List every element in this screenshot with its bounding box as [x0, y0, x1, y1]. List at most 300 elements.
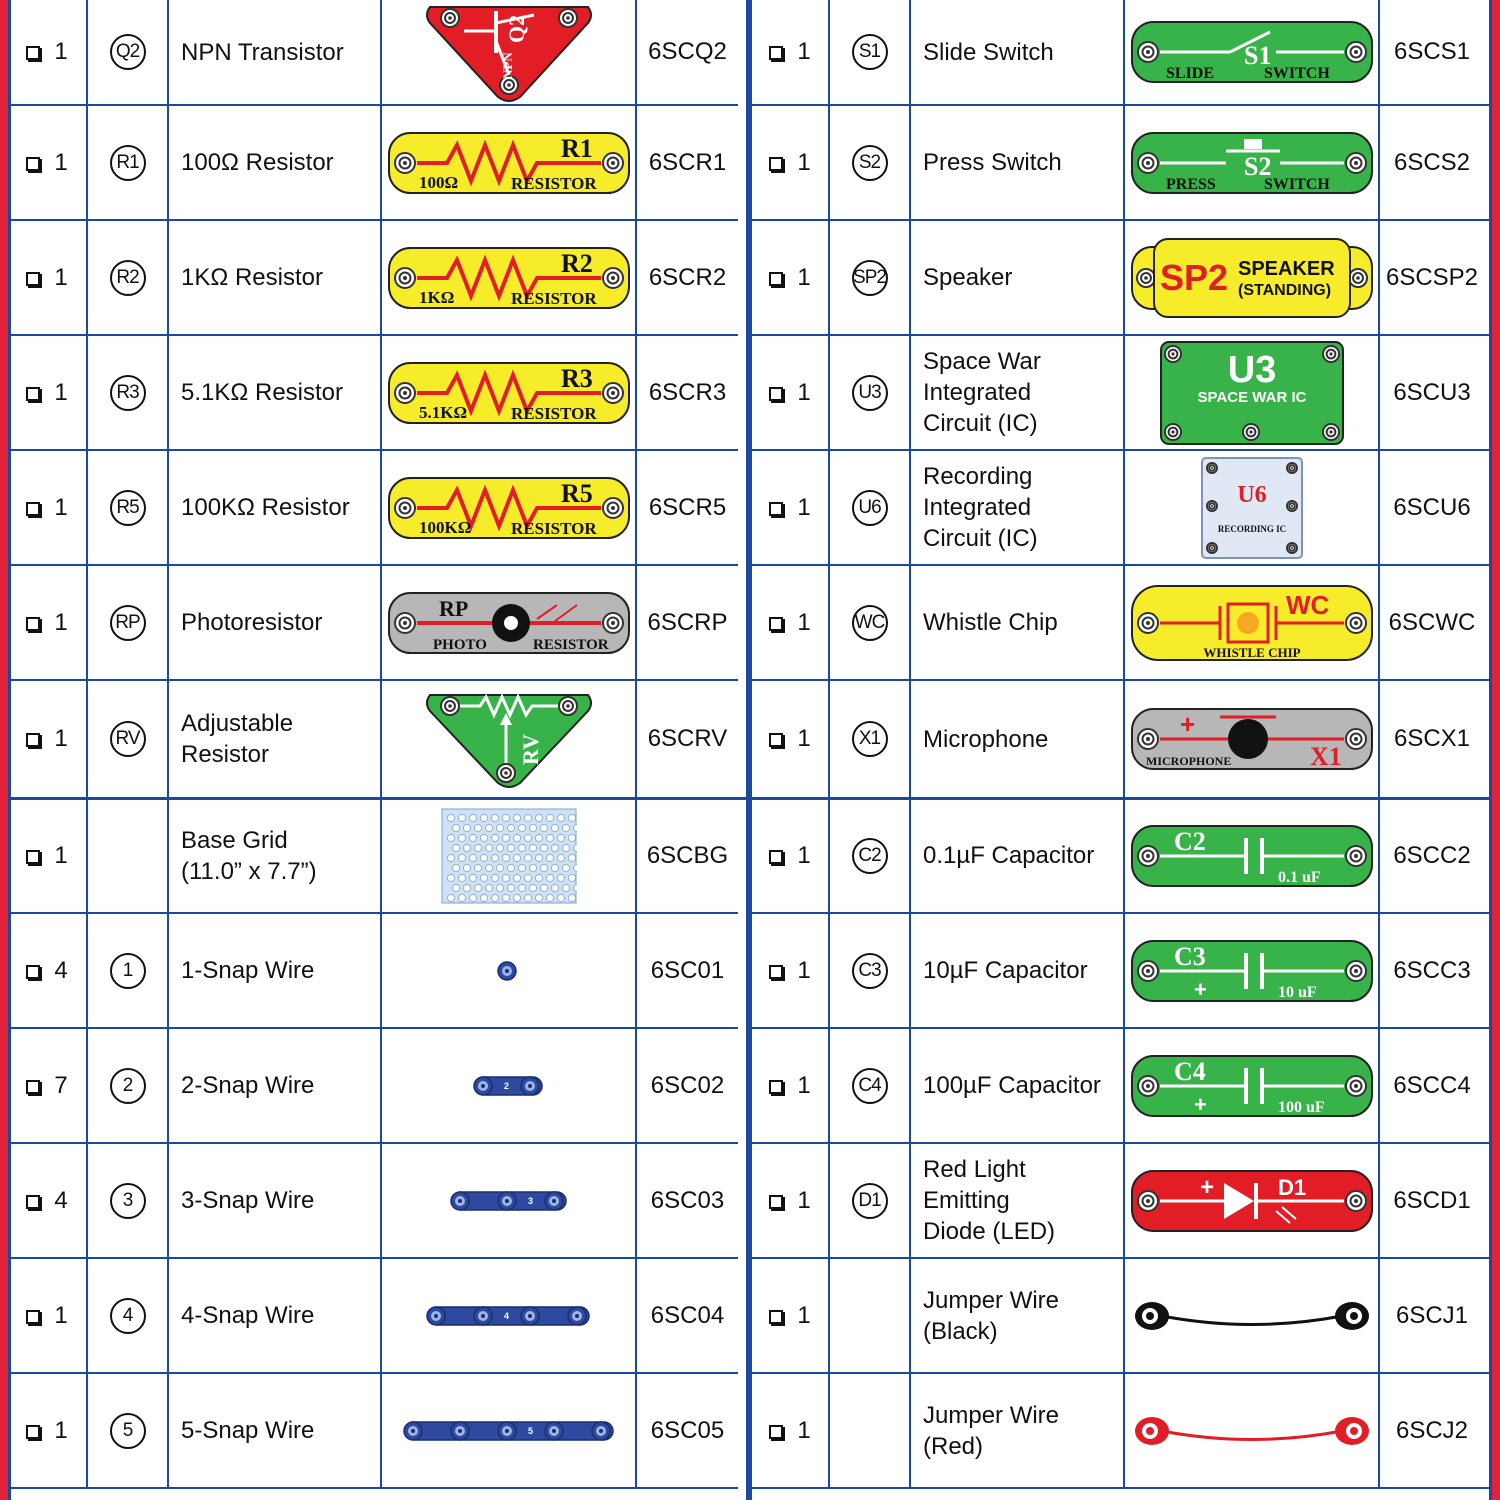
part-description-cell	[911, 1029, 1125, 1142]
snap-wire-icon	[496, 959, 522, 983]
parts-row	[8, 106, 738, 221]
resistor-sub: RESISTOR	[510, 403, 597, 423]
base-grid-icon	[441, 808, 577, 904]
part-code: 6SCR3	[648, 378, 727, 406]
checkbox-icon[interactable]	[26, 733, 40, 747]
jumper-wire-icon	[1132, 1406, 1372, 1456]
part-quantity: 1	[54, 841, 68, 869]
part-description: NPN Transistor	[181, 38, 344, 66]
part-code: 6SCSP2	[1385, 263, 1479, 291]
part-quantity: 1	[797, 493, 811, 521]
parts-row	[8, 451, 738, 566]
part-description: Jumper Wire	[923, 1401, 1060, 1429]
part-image-cell	[382, 336, 637, 449]
whistle-sub: WHISTLE CHIP	[1202, 644, 1301, 660]
switch-sub1: PRESS	[1165, 175, 1216, 193]
part-code-cell	[1380, 336, 1484, 449]
checkbox-icon[interactable]	[26, 46, 40, 60]
part-symbol-badge: X1	[852, 721, 888, 757]
ic-sub: SPACE WAR IC	[1197, 388, 1306, 406]
parts-column-left	[8, 0, 738, 1500]
part-image-cell	[1125, 1029, 1380, 1142]
part-description-cell	[911, 451, 1125, 564]
switch-sub2: SWITCH	[1263, 65, 1330, 82]
part-quantity-cell	[8, 106, 88, 219]
part-symbol-cell	[830, 799, 911, 912]
part-description-cell	[169, 0, 382, 104]
part-image-cell	[382, 799, 637, 912]
parts-row	[8, 0, 738, 106]
part-image-cell	[1125, 566, 1380, 679]
part-description: (Black)	[923, 1317, 998, 1345]
part-symbol-badge: 4	[110, 1298, 146, 1334]
part-code-cell	[637, 566, 738, 679]
part-symbol-badge: C3	[852, 953, 888, 989]
part-symbol-badge: C2	[852, 838, 888, 874]
part-symbol-badge: R1	[110, 145, 146, 181]
part-description-cell	[169, 1259, 382, 1372]
part-description-cell	[911, 336, 1125, 449]
parts-row	[8, 1259, 738, 1374]
part-code-cell	[637, 336, 738, 449]
checkbox-icon[interactable]	[26, 965, 40, 979]
transistor-label: Q2	[503, 14, 529, 43]
part-symbol-cell	[88, 799, 169, 912]
part-quantity-cell	[752, 1259, 830, 1372]
part-description: 3-Snap Wire	[181, 1187, 315, 1214]
part-quantity-cell	[8, 566, 88, 679]
part-description-cell	[169, 566, 382, 679]
part-code-cell	[1380, 1374, 1484, 1487]
part-code-cell	[1380, 1144, 1484, 1257]
whistle-label: WC	[1285, 589, 1329, 620]
part-description: 100Ω Resistor	[181, 149, 334, 176]
parts-row	[752, 681, 1492, 799]
part-description-cell	[169, 336, 382, 449]
part-symbol-badge: 5	[110, 1413, 146, 1449]
part-quantity-cell	[8, 1374, 88, 1487]
part-quantity-cell	[8, 914, 88, 1027]
part-image-cell	[1125, 0, 1380, 104]
checkbox-icon[interactable]	[26, 1195, 40, 1209]
capacitor-icon	[1130, 1054, 1374, 1118]
part-description-cell	[911, 1259, 1125, 1372]
part-image-cell	[382, 1029, 637, 1142]
parts-list-sheet	[8, 0, 1492, 1500]
photoresistor-icon	[387, 591, 631, 655]
part-description: 1-Snap Wire	[181, 957, 315, 984]
part-symbol-cell	[830, 1374, 911, 1487]
checkbox-icon[interactable]	[769, 1080, 783, 1094]
part-image-cell	[1125, 1259, 1380, 1372]
led-label: D1	[1277, 1174, 1306, 1200]
part-description: 10µF Capacitor	[923, 957, 1088, 984]
checkbox-icon[interactable]	[26, 272, 40, 286]
part-image-cell	[382, 914, 637, 1027]
part-symbol-badge: Q2	[110, 34, 146, 70]
part-symbol-badge: 3	[110, 1183, 146, 1219]
part-description: Circuit (IC)	[923, 410, 1038, 437]
part-quantity-cell	[752, 106, 830, 219]
checkbox-icon[interactable]	[769, 157, 783, 171]
parts-row	[8, 566, 738, 681]
part-symbol-cell	[830, 221, 911, 334]
part-symbol-cell	[88, 914, 169, 1027]
left-red-edge	[0, 0, 8, 1500]
part-symbol-cell	[830, 1029, 911, 1142]
press-switch-icon	[1130, 131, 1374, 195]
snap-wire-icon	[402, 1419, 616, 1443]
part-code: 6SC05	[650, 1416, 725, 1444]
switch-sub1: SLIDE	[1165, 65, 1214, 82]
part-image-cell	[382, 681, 637, 797]
part-symbol-cell	[830, 1259, 911, 1372]
svg-text:+: +	[1193, 1091, 1207, 1117]
resistor-icon	[387, 361, 631, 425]
part-symbol-cell	[88, 681, 169, 797]
svg-text:3: 3	[527, 1195, 533, 1206]
switch-label: S1	[1243, 41, 1271, 70]
checkbox-icon[interactable]	[769, 502, 783, 516]
part-quantity-cell	[8, 1259, 88, 1372]
part-code-cell	[1380, 566, 1484, 679]
part-description-cell	[169, 1144, 382, 1257]
part-symbol-cell	[88, 1259, 169, 1372]
checkbox-icon[interactable]	[26, 387, 40, 401]
capacitor-value: 10 uF	[1277, 983, 1317, 1001]
part-symbol-badge: S1	[852, 34, 888, 70]
parts-row	[752, 221, 1492, 336]
part-quantity-cell	[8, 336, 88, 449]
part-image-cell	[1125, 1144, 1380, 1257]
part-symbol-cell	[830, 566, 911, 679]
part-description-cell	[911, 799, 1125, 912]
adjustable-resistor-label: RV	[517, 733, 543, 765]
part-quantity: 4	[54, 956, 68, 984]
part-quantity: 1	[797, 263, 811, 291]
part-symbol-cell	[830, 0, 911, 104]
part-quantity-cell	[752, 451, 830, 564]
part-code-cell	[1380, 799, 1484, 912]
part-quantity-cell	[752, 799, 830, 912]
part-description: Recording	[923, 463, 1033, 490]
part-quantity-cell	[8, 1029, 88, 1142]
checkbox-icon[interactable]	[769, 1425, 783, 1439]
ic-label: U6	[1236, 481, 1267, 508]
part-code-cell	[1380, 1029, 1484, 1142]
parts-row	[8, 221, 738, 336]
checkbox-icon[interactable]	[26, 1080, 40, 1094]
part-description-cell	[169, 799, 382, 912]
part-code: 6SCRV	[647, 725, 728, 752]
parts-row	[8, 914, 738, 1029]
part-quantity-cell	[752, 336, 830, 449]
part-description: 5-Snap Wire	[181, 1417, 315, 1444]
npn-transistor-icon	[424, 1, 594, 103]
part-description-cell	[169, 106, 382, 219]
parts-row	[752, 914, 1492, 1029]
checkbox-icon[interactable]	[769, 1310, 783, 1324]
capacitor-label: C2	[1173, 826, 1206, 856]
part-code-cell	[637, 0, 738, 104]
resistor-label: R3	[560, 363, 593, 393]
part-code: 6SCR2	[648, 263, 727, 291]
checkbox-icon[interactable]	[769, 850, 783, 864]
part-symbol-badge: R3	[110, 375, 146, 411]
microphone-icon	[1130, 707, 1374, 771]
snap-wire-icon	[425, 1304, 592, 1328]
part-symbol-cell	[88, 1029, 169, 1142]
part-quantity-cell	[752, 0, 830, 104]
part-quantity: 1	[797, 38, 811, 65]
part-symbol-badge: 1	[110, 953, 146, 989]
part-code: 6SCJ2	[1395, 1416, 1469, 1444]
resistor-label: R5	[560, 478, 593, 508]
capacitor-value: 100 uF	[1277, 1098, 1325, 1116]
part-symbol-cell	[830, 451, 911, 564]
part-quantity: 1	[797, 378, 811, 406]
parts-row	[752, 336, 1492, 451]
part-symbol-badge: SP2	[852, 260, 888, 296]
part-description: Emitting	[923, 1187, 1010, 1214]
part-quantity: 1	[797, 841, 811, 869]
part-description-cell	[911, 681, 1125, 797]
part-description: Circuit (IC)	[923, 525, 1038, 552]
part-image-cell	[1125, 799, 1380, 912]
mic-sub: MICROPHONE	[1145, 754, 1231, 768]
svg-text:+: +	[1179, 709, 1195, 739]
part-quantity: 1	[54, 493, 68, 521]
part-quantity-cell	[752, 681, 830, 797]
part-code: 6SCU6	[1393, 493, 1471, 521]
part-symbol-badge: WC	[852, 605, 888, 641]
table-border-left	[8, 0, 11, 1500]
part-code: 6SCWC	[1388, 608, 1476, 636]
part-description: Photoresistor	[181, 609, 323, 636]
part-code-cell	[1380, 1259, 1484, 1372]
resistor-sub: RESISTOR	[510, 173, 597, 193]
part-symbol-cell	[88, 451, 169, 564]
checkbox-icon[interactable]	[26, 1425, 40, 1439]
resistor-icon	[387, 476, 631, 540]
part-description-cell	[911, 221, 1125, 334]
part-code: 6SCC3	[1393, 956, 1471, 984]
part-description-cell	[169, 914, 382, 1027]
checkbox-icon[interactable]	[26, 157, 40, 171]
photoresistor-sub1: PHOTO	[432, 636, 487, 653]
parts-row	[8, 1144, 738, 1259]
checkbox-icon[interactable]	[26, 850, 40, 864]
part-description: 0.1µF Capacitor	[923, 842, 1095, 869]
part-description: Speaker	[923, 264, 1013, 291]
part-quantity: 1	[54, 263, 68, 291]
parts-row	[752, 799, 1492, 914]
part-symbol-cell	[830, 681, 911, 797]
parts-row	[8, 336, 738, 451]
part-symbol-badge: U6	[852, 490, 888, 526]
part-symbol-cell	[830, 914, 911, 1027]
part-code: 6SCQ2	[648, 38, 727, 65]
mic-label: X1	[1309, 742, 1342, 771]
part-description-cell	[169, 221, 382, 334]
part-description: Diode (LED)	[923, 1218, 1056, 1245]
parts-row	[8, 681, 738, 799]
part-quantity: 1	[54, 38, 68, 65]
resistor-label: R2	[560, 248, 593, 278]
part-quantity: 1	[797, 1301, 811, 1329]
checkbox-icon[interactable]	[769, 733, 783, 747]
section-divider	[8, 797, 1492, 800]
part-symbol-cell	[830, 1144, 911, 1257]
speaker-sub1: SPEAKER	[1237, 257, 1335, 280]
part-symbol-badge: 2	[110, 1068, 146, 1104]
part-code: 6SCC2	[1393, 841, 1471, 869]
part-symbol-cell	[830, 336, 911, 449]
part-quantity: 1	[797, 148, 811, 176]
part-description-cell	[169, 1374, 382, 1487]
parts-row	[752, 1374, 1492, 1489]
slide-switch-icon	[1130, 20, 1374, 84]
resistor-value: 100Ω	[418, 172, 458, 192]
space-war-ic-icon	[1159, 340, 1345, 446]
part-symbol-badge: D1	[852, 1183, 888, 1219]
part-image-cell	[1125, 681, 1380, 797]
resistor-icon	[387, 246, 631, 310]
part-quantity: 7	[54, 1071, 68, 1099]
part-symbol-badge: U3	[852, 375, 888, 411]
part-symbol-badge: RP	[110, 605, 146, 641]
svg-text:+: +	[1193, 976, 1207, 1002]
part-image-cell	[382, 1144, 637, 1257]
resistor-sub: RESISTOR	[510, 518, 597, 538]
part-description: Integrated	[923, 494, 1032, 521]
part-image-cell	[1125, 1374, 1380, 1487]
checkbox-icon[interactable]	[769, 1195, 783, 1209]
part-image-cell	[1125, 451, 1380, 564]
parts-row	[8, 1029, 738, 1144]
capacitor-label: C4	[1173, 1056, 1206, 1086]
part-quantity: 1	[54, 148, 68, 176]
part-image-cell	[1125, 914, 1380, 1027]
part-image-cell	[382, 106, 637, 219]
part-code-cell	[1380, 681, 1484, 797]
part-description-cell	[911, 0, 1125, 104]
part-quantity: 1	[797, 725, 811, 752]
part-description-cell	[169, 681, 382, 797]
part-quantity-cell	[752, 914, 830, 1027]
checkbox-icon[interactable]	[769, 387, 783, 401]
svg-text:2: 2	[503, 1080, 510, 1091]
part-quantity-cell	[8, 221, 88, 334]
snap-wire-icon	[472, 1074, 545, 1098]
checkbox-icon[interactable]	[26, 617, 40, 631]
part-description-cell	[911, 566, 1125, 679]
part-image-cell	[1125, 336, 1380, 449]
parts-row	[8, 799, 738, 914]
part-description: Press Switch	[923, 149, 1062, 176]
part-code: 6SCS2	[1393, 148, 1471, 176]
checkbox-icon[interactable]	[769, 46, 783, 60]
part-code-cell	[637, 799, 738, 912]
parts-row	[752, 1259, 1492, 1374]
checkbox-icon[interactable]	[26, 502, 40, 516]
part-image-cell	[382, 221, 637, 334]
part-description: 4-Snap Wire	[181, 1302, 315, 1329]
part-code-cell	[637, 681, 738, 797]
recording-ic-icon	[1200, 456, 1304, 560]
part-description: 100µF Capacitor	[923, 1072, 1101, 1099]
part-code-cell	[1380, 914, 1484, 1027]
part-quantity: 1	[797, 1071, 811, 1099]
checkbox-icon[interactable]	[769, 272, 783, 286]
part-quantity: 1	[54, 1416, 68, 1444]
ic-label: U3	[1227, 348, 1276, 391]
part-symbol-cell	[88, 0, 169, 104]
part-code: 6SC03	[650, 1186, 725, 1214]
part-quantity: 1	[797, 608, 811, 636]
part-image-cell	[382, 0, 637, 104]
part-symbol-cell	[88, 106, 169, 219]
part-code: 6SC02	[650, 1071, 725, 1099]
part-description: 2-Snap Wire	[181, 1072, 315, 1099]
part-description: Resistor	[181, 741, 270, 768]
checkbox-icon[interactable]	[769, 617, 783, 631]
resistor-sub: RESISTOR	[510, 288, 597, 308]
part-quantity: 1	[54, 725, 68, 752]
transistor-sub: NPN	[499, 52, 515, 79]
photoresistor-label: RP	[438, 595, 468, 621]
part-quantity: 4	[54, 1186, 68, 1214]
part-quantity-cell	[752, 566, 830, 679]
part-code-cell	[637, 451, 738, 564]
svg-text:4: 4	[503, 1310, 510, 1321]
part-code-cell	[637, 1374, 738, 1487]
svg-text:+: +	[1199, 1173, 1214, 1201]
part-description: (11.0” x 7.7”)	[181, 857, 317, 885]
part-symbol-cell	[88, 1144, 169, 1257]
part-quantity: 1	[797, 1416, 811, 1444]
checkbox-icon[interactable]	[769, 965, 783, 979]
part-quantity-cell	[752, 1029, 830, 1142]
part-description: Adjustable	[181, 710, 294, 737]
ic-sub: RECORDING IC	[1217, 523, 1286, 534]
part-code: 6SCR1	[648, 148, 727, 176]
resistor-value: 5.1KΩ	[418, 402, 467, 422]
part-description: Space War	[923, 348, 1041, 375]
part-description: Whistle Chip	[923, 609, 1058, 636]
adjustable-resistor-icon	[424, 689, 594, 789]
part-code: 6SCC4	[1393, 1071, 1471, 1099]
part-image-cell	[382, 1259, 637, 1372]
part-symbol-badge: RV	[110, 721, 146, 757]
checkbox-icon[interactable]	[26, 1310, 40, 1324]
snap-wire-icon	[449, 1189, 569, 1213]
parts-column-right	[752, 0, 1492, 1500]
part-code: 6SCR5	[648, 493, 727, 521]
part-symbol-cell	[88, 336, 169, 449]
jumper-wire-icon	[1132, 1291, 1372, 1341]
part-symbol-cell	[88, 221, 169, 334]
part-description: 100KΩ Resistor	[181, 494, 350, 521]
parts-row	[752, 1029, 1492, 1144]
part-code-cell	[1380, 221, 1484, 334]
parts-row	[8, 1374, 738, 1489]
part-code: 6SCX1	[1393, 725, 1471, 752]
part-code: 6SCBG	[646, 841, 729, 869]
part-image-cell	[1125, 221, 1380, 334]
part-quantity: 1	[797, 956, 811, 984]
part-code-cell	[637, 221, 738, 334]
